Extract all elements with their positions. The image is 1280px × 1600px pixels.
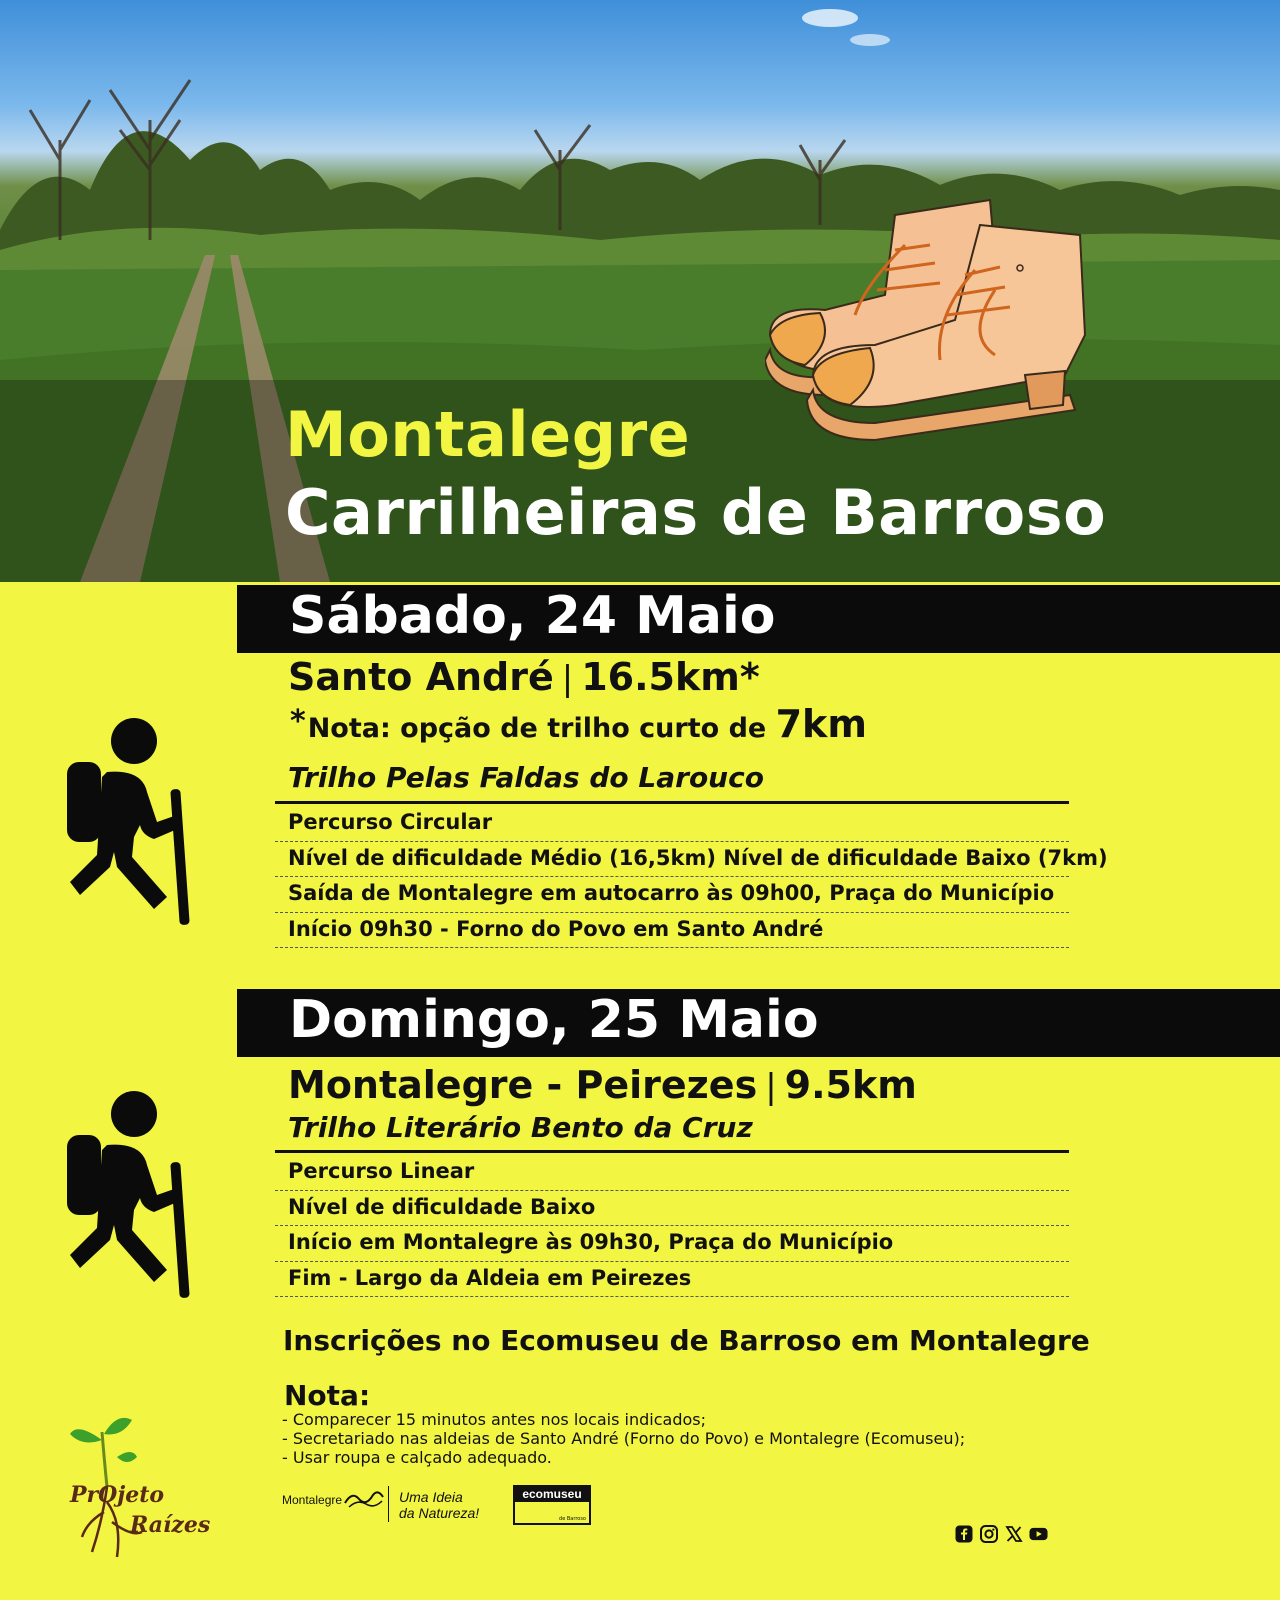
detail-item: Fim - Largo da Aldeia em Peirezes: [275, 1262, 1069, 1298]
facebook-icon[interactable]: [954, 1524, 973, 1543]
detail-item: Percurso Circular: [275, 806, 1069, 842]
slogan-line: Uma Ideia: [399, 1489, 463, 1505]
saturday-route-name: Santo André: [288, 655, 554, 699]
note-asterisk: *: [290, 704, 306, 739]
instagram-icon[interactable]: [979, 1524, 998, 1543]
saturday-distance: 16.5km*: [581, 655, 760, 699]
route-separator: |: [765, 1067, 777, 1107]
nota-title: Nota:: [284, 1379, 371, 1412]
ecomuseu-logo: [513, 1485, 591, 1525]
hiker-icon: [62, 717, 202, 927]
nota-list: [282, 1410, 965, 1467]
sunday-divider: [275, 1150, 1069, 1153]
sunday-route-name: Montalegre - Peirezes: [288, 1063, 758, 1107]
title-event: Carrilheiras de Barroso: [285, 476, 1107, 549]
sunday-distance: 9.5km: [784, 1063, 917, 1107]
saturday-note: [290, 702, 867, 746]
saturday-trail-name: Trilho Pelas Faldas do Larouco: [288, 761, 764, 794]
nota-item: - Secretariado nas aldeias de Santo André (Forno do Povo) e Montalegre (Ecomuseu);: [282, 1429, 966, 1448]
sunday-details: [275, 1155, 1069, 1297]
saturday-divider: [275, 801, 1069, 804]
projeto-raizes-text: Raízes: [130, 1512, 211, 1538]
detail-item: Início 09h30 - Forno do Povo em Santo André: [275, 913, 1069, 949]
note-distance: 7km: [775, 702, 867, 746]
detail-item: Nível de dificuldade Médio (16,5km) Nível de dificuldade Baixo (7km): [275, 842, 1069, 878]
registration-info: Inscrições no Ecomuseu de Barroso em Montalegre: [283, 1324, 1090, 1357]
detail-item: Início em Montalegre às 09h30, Praça do Município: [275, 1226, 1069, 1262]
title-montalegre: Montalegre: [285, 398, 691, 471]
sunday-date-bar: [237, 989, 1280, 1057]
detail-item: Saída de Montalegre em autocarro às 09h00, Praça do Município: [275, 877, 1069, 913]
detail-item: Nível de dificuldade Baixo: [275, 1191, 1069, 1227]
footer-divider: [388, 1486, 389, 1522]
projeto-raizes-text: PrOjeto: [70, 1482, 165, 1508]
detail-item: Percurso Linear: [275, 1155, 1069, 1191]
hiker-icon: [62, 1090, 202, 1300]
ecomuseu-logo-text: ecomuseu: [515, 1487, 589, 1502]
social-icons: [954, 1524, 1048, 1543]
sunday-route: [288, 1063, 917, 1107]
nota-item: - Usar roupa e calçado adequado.: [282, 1448, 552, 1467]
hero-photo: [0, 0, 1280, 582]
nota-item: - Comparecer 15 minutos antes nos locais indicados;: [282, 1410, 706, 1429]
saturday-details: [275, 806, 1108, 948]
saturday-date: Sábado, 24 Maio: [289, 586, 776, 646]
montalegre-wave-icon: [344, 1487, 384, 1509]
saturday-date-bar: [237, 585, 1280, 653]
montalegre-logo-text: Montalegre: [282, 1493, 343, 1507]
x-icon[interactable]: [1004, 1524, 1023, 1543]
ecomuseu-logo-subtext: de Barroso: [559, 1516, 586, 1522]
sunday-trail-name: Trilho Literário Bento da Cruz: [288, 1111, 753, 1144]
slogan-line: da Natureza!: [399, 1505, 480, 1521]
route-separator: |: [561, 659, 574, 699]
slogan: [399, 1489, 479, 1521]
youtube-icon[interactable]: [1029, 1524, 1048, 1543]
boots-illustration: [765, 195, 1115, 445]
sunday-date: Domingo, 25 Maio: [289, 990, 819, 1050]
saturday-route: [288, 655, 760, 699]
note-text: Nota: opção de trilho curto de: [307, 713, 776, 744]
